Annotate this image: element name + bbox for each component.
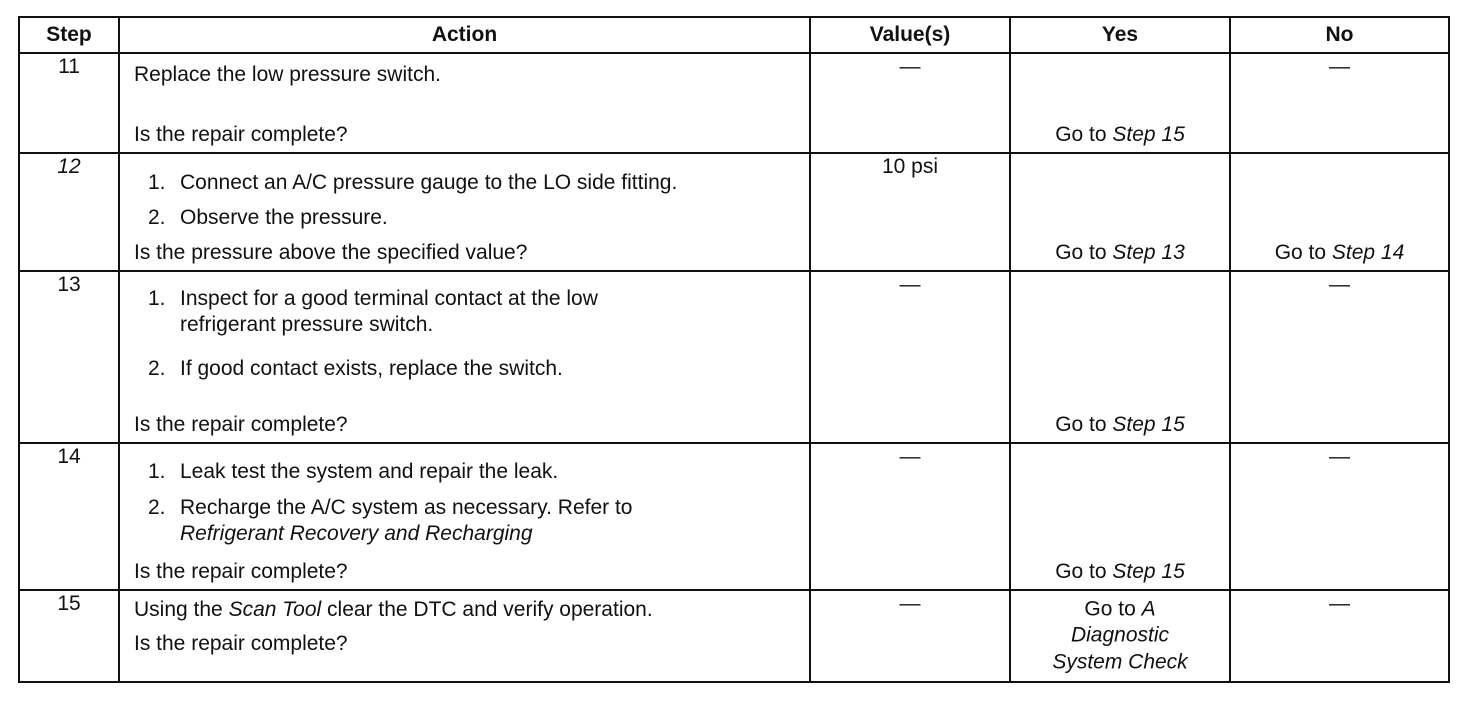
action-item [148, 205, 801, 231]
yes-step-ref: Step 15 [1112, 560, 1185, 584]
action-cell [119, 443, 810, 590]
header-row [19, 17, 1449, 53]
step-number-text: 12 [57, 155, 81, 178]
header-step: Step [19, 17, 119, 53]
action-text-suffix: clear the DTC and verify operation. [321, 598, 653, 621]
item-number: 2. [148, 496, 166, 519]
action-cell [119, 271, 810, 443]
yes-cell [1010, 271, 1230, 443]
yes-link[interactable] [1011, 559, 1229, 585]
yes-step-ref: Step 15 [1112, 123, 1185, 147]
item-text: Observe the pressure. [180, 206, 388, 229]
yes-link[interactable] [1011, 240, 1229, 266]
action-item [148, 286, 801, 337]
action-item [148, 356, 801, 382]
action-question: Is the repair complete? [134, 560, 348, 584]
action-item [148, 459, 801, 485]
header-values: Value(s) [810, 17, 1010, 53]
value-cell: 10 psi [810, 153, 1010, 271]
no-cell: — [1230, 53, 1449, 153]
action-cell [119, 153, 810, 271]
yes-ref-part-2: Diagnostic [1070, 623, 1170, 647]
no-cell: — [1230, 271, 1449, 443]
action-question: Is the repair complete? [134, 123, 348, 147]
step-number: 13 [19, 271, 119, 443]
no-step-ref: Step 14 [1331, 241, 1405, 265]
value-cell: — [810, 271, 1010, 443]
no-cell [1230, 153, 1449, 271]
step-number: 15 [19, 590, 119, 682]
yes-link[interactable] [1011, 412, 1229, 438]
yes-line-3 [1011, 649, 1229, 675]
step-number: 14 [19, 443, 119, 590]
refrigerant-recovery-reference[interactable]: Refrigerant Recovery and Recharging [180, 521, 533, 545]
no-cell: — [1230, 590, 1449, 682]
yes-cell [1010, 53, 1230, 153]
yes-link[interactable] [1011, 122, 1229, 148]
value-cell: — [810, 443, 1010, 590]
action-question: Is the pressure above the specified value? [134, 241, 528, 265]
yes-cell [1010, 443, 1230, 590]
diagnostic-table [18, 16, 1450, 683]
header-no: No [1230, 17, 1449, 53]
action-question: Is the repair complete? [134, 413, 348, 437]
value-cell: — [810, 590, 1010, 682]
table-row-step-14 [19, 443, 1449, 590]
yes-prefix: Go to [1055, 241, 1113, 265]
yes-ref-part-3: System Check [1052, 650, 1188, 674]
action-cell [119, 53, 810, 153]
action-item [148, 495, 801, 546]
action-cell [119, 590, 810, 682]
item-text-line-2: refrigerant pressure switch. [180, 312, 434, 336]
item-text-line-1: Inspect for a good terminal contact at the low [180, 287, 598, 310]
table-row-step-15 [19, 590, 1449, 682]
item-number: 1. [148, 171, 166, 194]
yes-prefix: Go to [1055, 560, 1113, 584]
item-number: 1. [148, 460, 166, 483]
yes-step-ref: Step 15 [1112, 413, 1185, 437]
scan-tool-reference: Scan Tool [228, 598, 322, 621]
yes-prefix: Go to [1084, 597, 1142, 621]
item-number: 2. [148, 206, 166, 229]
yes-cell [1010, 153, 1230, 271]
item-text: Leak test the system and repair the leak. [180, 460, 559, 483]
yes-prefix: Go to [1055, 123, 1113, 147]
no-link[interactable] [1231, 240, 1448, 266]
item-text-line-2 [180, 521, 801, 547]
item-text-line-1: Recharge the A/C system as necessary. Refer to [180, 496, 633, 519]
item-number: 1. [148, 287, 166, 310]
action-question: Is the repair complete? [134, 632, 348, 655]
action-item [148, 170, 801, 196]
header-action: Action [119, 17, 810, 53]
step-number [19, 153, 119, 271]
yes-cell [1010, 590, 1230, 682]
action-text: Replace the low pressure switch. [134, 63, 441, 86]
item-number: 2. [148, 357, 166, 380]
yes-line-2 [1011, 623, 1229, 649]
yes-ref-part-1: A [1141, 597, 1156, 621]
table-row-step-13 [19, 271, 1449, 443]
action-text [134, 597, 801, 623]
table-row-step-11 [19, 53, 1449, 153]
yes-line-1 [1011, 597, 1229, 623]
table-row-step-12 [19, 153, 1449, 271]
no-prefix: Go to [1274, 241, 1332, 265]
no-cell: — [1230, 443, 1449, 590]
yes-prefix: Go to [1055, 413, 1113, 437]
header-yes: Yes [1010, 17, 1230, 53]
yes-step-ref: Step 13 [1112, 241, 1185, 265]
action-text-prefix: Using the [134, 598, 229, 621]
item-text: Connect an A/C pressure gauge to the LO side fitting. [180, 171, 678, 194]
item-text: If good contact exists, replace the switch. [180, 357, 563, 380]
value-cell: — [810, 53, 1010, 153]
yes-link[interactable] [1011, 597, 1229, 676]
step-number: 11 [19, 53, 119, 153]
